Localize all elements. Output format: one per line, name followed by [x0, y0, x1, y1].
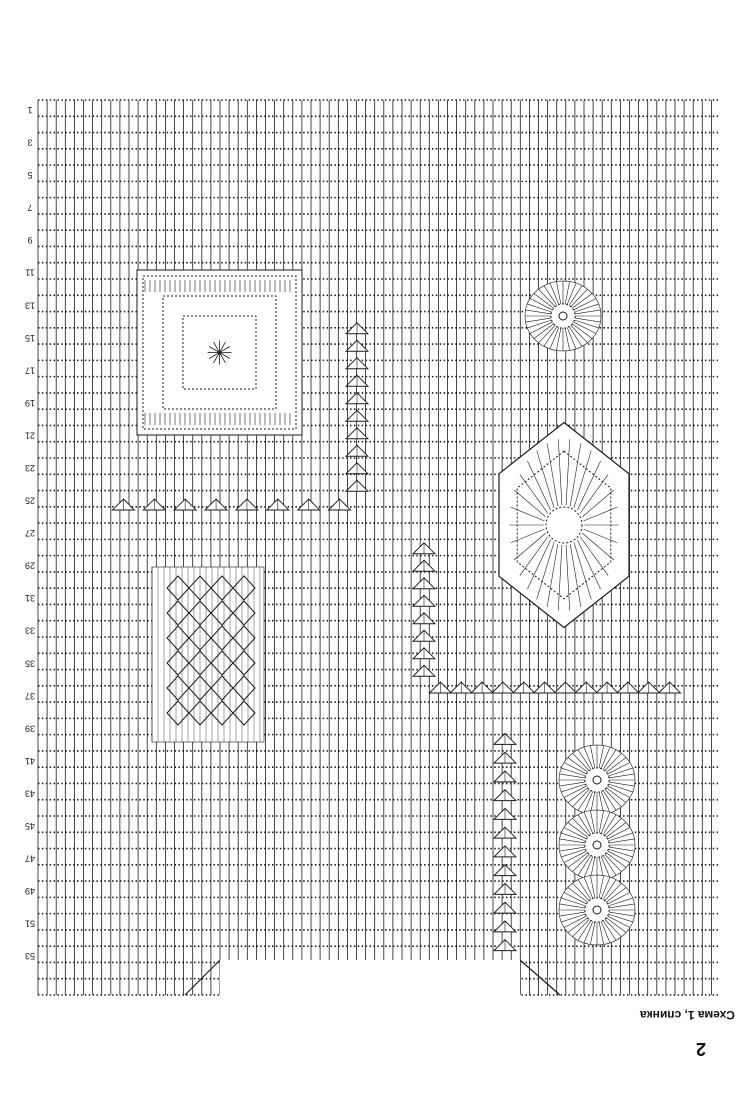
- motif-layer: [112, 270, 680, 951]
- round-ring: [585, 898, 609, 922]
- chart-caption: Схема 1, спинка: [640, 1008, 735, 1022]
- round-motif: [559, 745, 635, 815]
- row-number-label: 29: [24, 560, 36, 571]
- row-number-label: 7: [27, 202, 33, 213]
- row-number-label: 21: [24, 430, 36, 441]
- row-number-label: 19: [24, 397, 36, 408]
- row-number-label: 1: [27, 105, 33, 115]
- row-number-label: 37: [24, 690, 36, 701]
- row-number-label: 15: [24, 332, 36, 343]
- row-number-label: 39: [24, 723, 36, 734]
- round-motif: [525, 281, 601, 351]
- row-number-label: 23: [24, 463, 36, 473]
- shell-border: [429, 682, 680, 693]
- shell-border: [413, 543, 435, 677]
- lattice-panel: [152, 567, 264, 742]
- round-ring: [551, 304, 575, 328]
- shell-border: [494, 733, 516, 950]
- row-number-label: 51: [24, 918, 36, 929]
- row-number-label: 17: [24, 365, 36, 376]
- round-ring: [585, 833, 609, 857]
- round-ring: [585, 768, 609, 792]
- row-number-labels: [25, 105, 35, 961]
- page-number: 2: [696, 1039, 707, 1059]
- row-number-label: 47: [24, 853, 36, 864]
- row-number-label: 5: [27, 170, 33, 181]
- row-number-label: 3: [27, 137, 33, 148]
- hexagon-center: [546, 507, 582, 543]
- row-number-label: 49: [24, 886, 36, 897]
- round-motif: [559, 810, 635, 880]
- row-number-label: 33: [24, 625, 36, 636]
- row-number-label: 35: [24, 658, 36, 669]
- shell-border: [346, 323, 368, 492]
- hexagon-motif: [499, 423, 629, 628]
- row-number-label: 45: [24, 821, 36, 831]
- row-number-label: 41: [24, 755, 36, 766]
- neck-gap: [220, 960, 520, 1000]
- row-number-label: 31: [24, 593, 36, 604]
- row-number-label: 9: [27, 235, 33, 246]
- row-number-label: 43: [24, 788, 36, 799]
- row-number-label: 11: [25, 267, 35, 278]
- row-number-label: 13: [24, 300, 36, 311]
- shell-border: [112, 499, 350, 510]
- row-number-label: 25: [24, 495, 36, 506]
- square-motif: [137, 270, 302, 435]
- round-motif: [559, 875, 635, 945]
- row-number-label: 27: [24, 528, 36, 539]
- row-number-label: 53: [24, 951, 36, 962]
